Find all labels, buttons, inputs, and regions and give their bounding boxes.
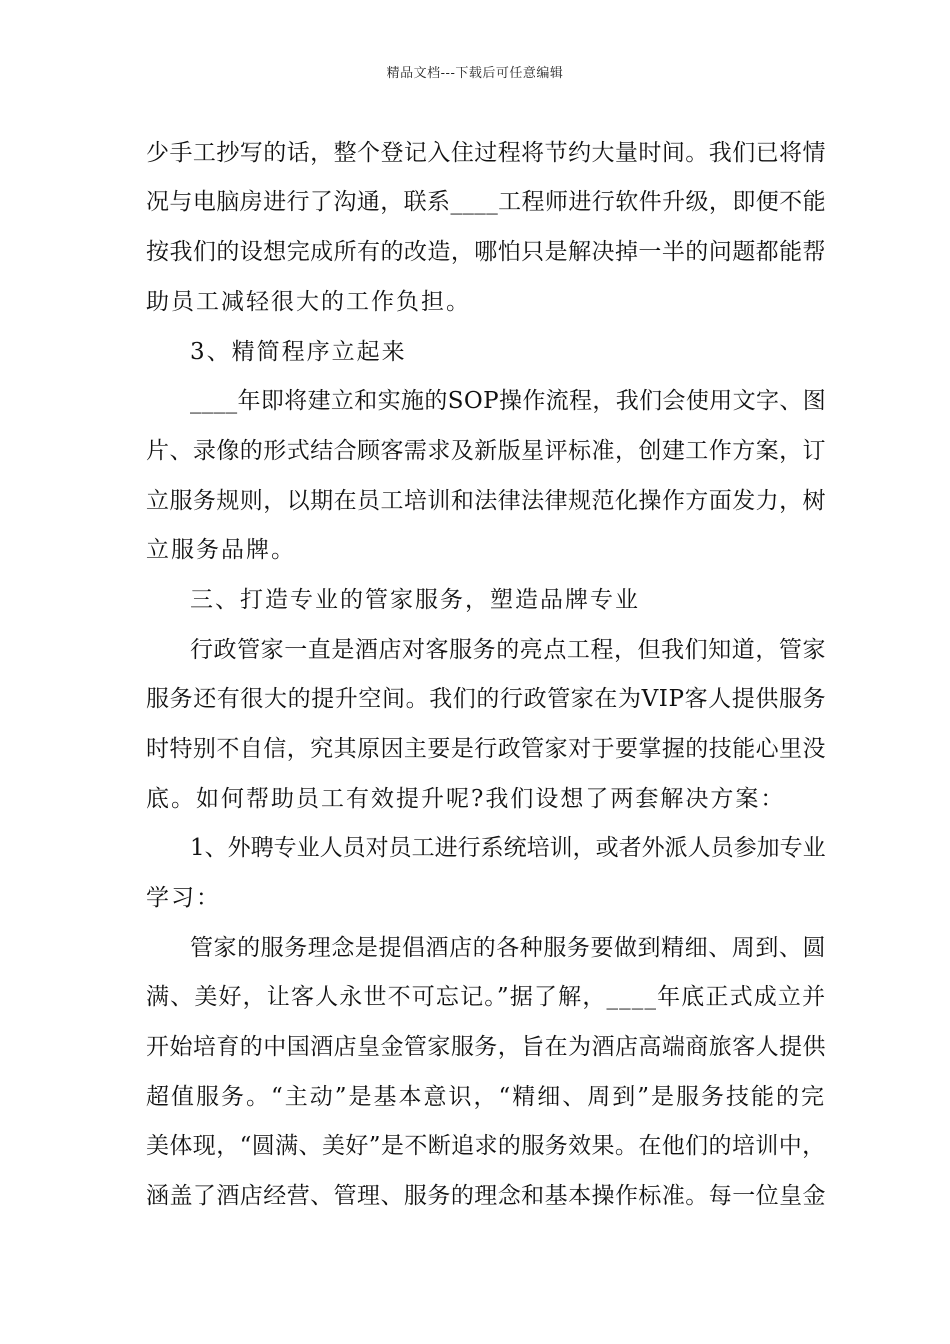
body-line: 1、外聘专业人员对员工进行系统培训，或者外派人员参加专业 — [190, 835, 826, 861]
body-line: ____年即将建立和实施的SOP操作流程，我们会使用文字、图 — [190, 388, 827, 414]
body-line: 满、美好，让客人永世不可忘记。”据了解，____年底正式成立并 — [146, 984, 827, 1010]
body-line: 学习： — [146, 885, 221, 911]
body-line: 立服务品牌。 — [146, 537, 296, 563]
body-line: 底。如何帮助员工有效提升呢?我们设想了两套解决方案： — [146, 786, 786, 812]
body-line: 立服务规则，以期在员工培训和法律法律规范化操作方面发力，树 — [146, 488, 826, 514]
body-line: 管家的服务理念是提倡酒店的各种服务要做到精细、周到、圆 — [190, 935, 826, 961]
section-heading: 三、打造专业的管家服务，塑造品牌专业 — [190, 587, 640, 613]
body-line: 助员工减轻很大的工作负担。 — [146, 289, 471, 315]
page-header: 精品文档---下载后可任意编辑 — [386, 66, 564, 81]
body-line: 开始培育的中国酒店皇金管家服务，旨在为酒店高端商旅客人提供 — [146, 1034, 826, 1060]
body-line: 时特别不自信，究其原因主要是行政管家对于要掌握的技能心里没 — [146, 736, 826, 762]
body-line: 美体现，“圆满、美好”是不断追求的服务效果。在他们的培训中， — [146, 1133, 826, 1159]
body-line: 片、录像的形式结合顾客需求及新版星评标准，创建工作方案，订 — [146, 438, 826, 464]
body-line: 服务还有很大的提升空间。我们的行政管家在为VIP客人提供服务 — [146, 686, 827, 712]
body-line: 按我们的设想完成所有的改造，哪怕只是解决掉一半的问题都能帮 — [146, 239, 826, 265]
body-line: 少手工抄写的话，整个登记入住过程将节约大量时间。我们已将情 — [146, 140, 826, 166]
body-line: 行政管家一直是酒店对客服务的亮点工程，但我们知道，管家 — [190, 637, 826, 663]
body-line: 超值服务。“主动”是基本意识，“精细、周到”是服务技能的完 — [146, 1084, 827, 1110]
section-heading: 3、精简程序立起来 — [190, 339, 407, 365]
body-line: 况与电脑房进行了沟通，联系____工程师进行软件升级，即便不能 — [146, 189, 826, 215]
body-line: 涵盖了酒店经营、管理、服务的理念和基本操作标准。每一位皇金 — [146, 1183, 826, 1209]
